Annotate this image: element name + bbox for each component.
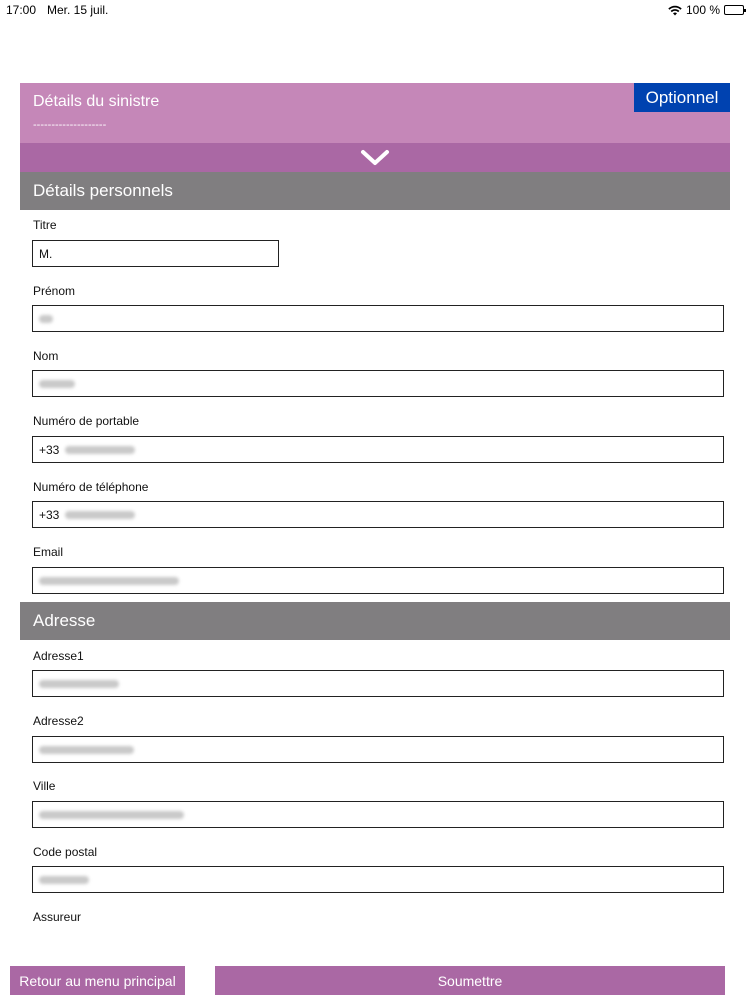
last-name-label: Nom	[33, 349, 59, 363]
redacted-value	[65, 446, 135, 454]
wifi-icon	[668, 5, 682, 16]
status-bar	[0, 0, 750, 20]
redacted-value	[39, 746, 134, 754]
status-time: 17:00	[6, 3, 37, 17]
city-label: Ville	[33, 779, 56, 793]
chevron-down-icon	[360, 149, 390, 167]
title-value: M.	[39, 246, 53, 261]
address2-field[interactable]	[32, 736, 724, 763]
personal-details-header: Détails personnels	[20, 172, 730, 210]
last-name-field[interactable]	[32, 370, 724, 397]
claim-details-title: Détails du sinistre	[33, 93, 160, 110]
address-header: Adresse	[20, 602, 730, 640]
email-field[interactable]	[32, 567, 724, 594]
redacted-value	[65, 511, 135, 519]
email-label: Email	[33, 545, 64, 559]
claim-details-placeholder: --------------------	[33, 119, 107, 131]
submit-button[interactable]: Soumettre	[215, 966, 725, 995]
mobile-label: Numéro de portable	[33, 414, 140, 428]
claim-details-header[interactable]	[20, 83, 730, 143]
redacted-value	[39, 577, 179, 585]
first-name-field[interactable]	[32, 305, 724, 332]
address1-label: Adresse1	[33, 649, 84, 663]
status-date: Mer. 15 juil.	[47, 3, 109, 17]
status-right	[668, 3, 744, 17]
back-to-menu-button[interactable]: Retour au menu principal	[10, 966, 185, 995]
redacted-value	[39, 380, 75, 388]
address1-field[interactable]	[32, 670, 724, 697]
redacted-value	[39, 811, 184, 819]
mobile-field[interactable]	[32, 436, 724, 463]
first-name-label: Prénom	[33, 284, 76, 298]
title-field[interactable]	[32, 240, 279, 267]
expand-claim-button[interactable]	[20, 143, 730, 172]
phone-prefix: +33	[39, 507, 60, 522]
mobile-prefix: +33	[39, 442, 60, 457]
insurer-label: Assureur	[33, 910, 82, 924]
battery-icon	[724, 5, 744, 15]
address2-label: Adresse2	[33, 714, 84, 728]
postal-code-label: Code postal	[33, 845, 98, 859]
optional-badge: Optionnel	[634, 83, 730, 112]
redacted-value	[39, 315, 53, 323]
phone-field[interactable]	[32, 501, 724, 528]
phone-label: Numéro de téléphone	[33, 480, 149, 494]
redacted-value	[39, 680, 119, 688]
redacted-value	[39, 876, 89, 884]
battery-percent: 100 %	[685, 3, 720, 17]
city-field[interactable]	[32, 801, 724, 828]
postal-code-field[interactable]	[32, 866, 724, 893]
title-label: Titre	[33, 218, 57, 232]
